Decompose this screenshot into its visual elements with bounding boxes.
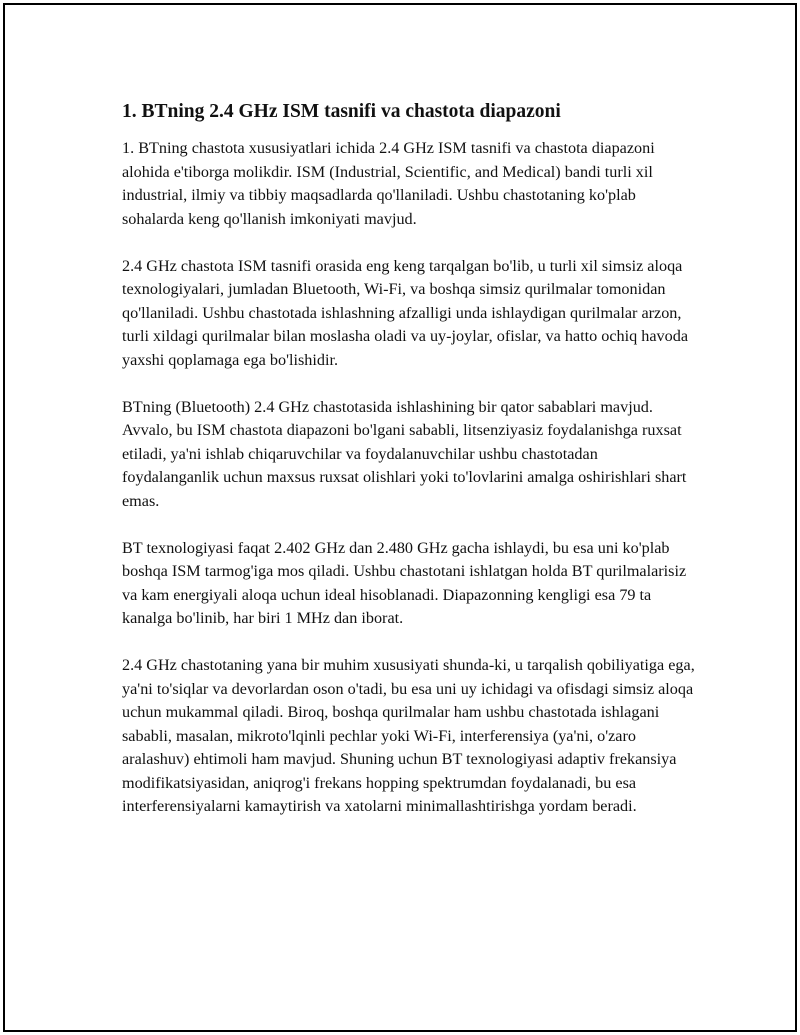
document-body bbox=[122, 99, 697, 842]
paragraph-1: 1. BTning chastota xususiyatlari ichida 2.4 GHz ISM tasnifi va chastota diapazoni alohida e'tiborga molikdir. ISM (Industrial, Scientific, and Medical) bandi turli xil industrial, ilmiy va tibbiy maqsadlarda qo'llaniladi. Ushbu chastotaning ko'plab sohalarda keng qo'llanish imkoniyati mavjud. bbox=[122, 139, 655, 228]
document-title: 1. BTning 2.4 GHz ISM tasnifi va chastota diapazoni bbox=[122, 101, 561, 122]
paragraph-5: 2.4 GHz chastotaning yana bir muhim xususiyati shunda-ki, u tarqalish qobiliyatiga ega, ya'ni to'siqlar va devorlardan oson o'tadi, bu esa uni uy ichidagi va ofisdagi simsiz aloqa uchun mukammal qiladi. Biroq, boshqa qurilmalar ham ushbu chastotada ishlagani sababli, masalan, mikroto'lqinli pechlar yoki Wi-Fi, interferensiya (ya'ni, o'zaro aralashuv) ehtimoli ham mavjud. Shuning uchun BT texnologiyasi adaptiv frekansiya modifikatsiyasidan, aniqrog'i frekans hopping spektrumdan foydalanadi, bu esa interferensiyalarni kamaytirish va xatolarni minimallashtirishga yordam beradi. bbox=[122, 656, 695, 815]
paragraph-4: BT texnologiyasi faqat 2.402 GHz dan 2.480 GHz gacha ishlaydi, bu esa uni ko'plab boshqa ISM tarmog'iga mos qiladi. Ushbu chastotani ishlatgan holda BT qurilmalarisiz va kam energiyali aloqa uchun ideal hisoblanadi. Diapazonning kengligi esa 79 ta kanalga bo'linib, har biri 1 MHz dan iborat. bbox=[122, 538, 687, 627]
paragraph-3: BTning (Bluetooth) 2.4 GHz chastotasida ishlashining bir qator sabablari mavjud. Avvalo, bu ISM chastota diapazoni bo'lgani sababli, litsenziyasiz foydalanishga ruxsat etiladi, ya'ni ishlab chiqaruvchilar va foydalanuvchilar ushbu chastotadan foydalanganlik uchun maxsus ruxsat olishlari yoki to'lovlarini amalga oshirishlari shart emas. bbox=[122, 397, 687, 510]
paragraph-2: 2.4 GHz chastota ISM tasnifi orasida eng keng tarqalgan bo'lib, u turli xil simsiz aloqa texnologiyalari, jumladan Bluetooth, Wi-Fi, va boshqa simsiz qurilmalar tomonidan qo'llaniladi. Ushbu chastotada ishlashning afzalligi unda ishlaydigan qurilmalar arzon, turli xildagi qurilmalar bilan moslasha oladi va uy-joylar, ofislar, va hatto ochiq havoda yaxshi qoplamaga ega bo'lishidir. bbox=[122, 256, 689, 369]
page-frame bbox=[3, 3, 797, 1032]
